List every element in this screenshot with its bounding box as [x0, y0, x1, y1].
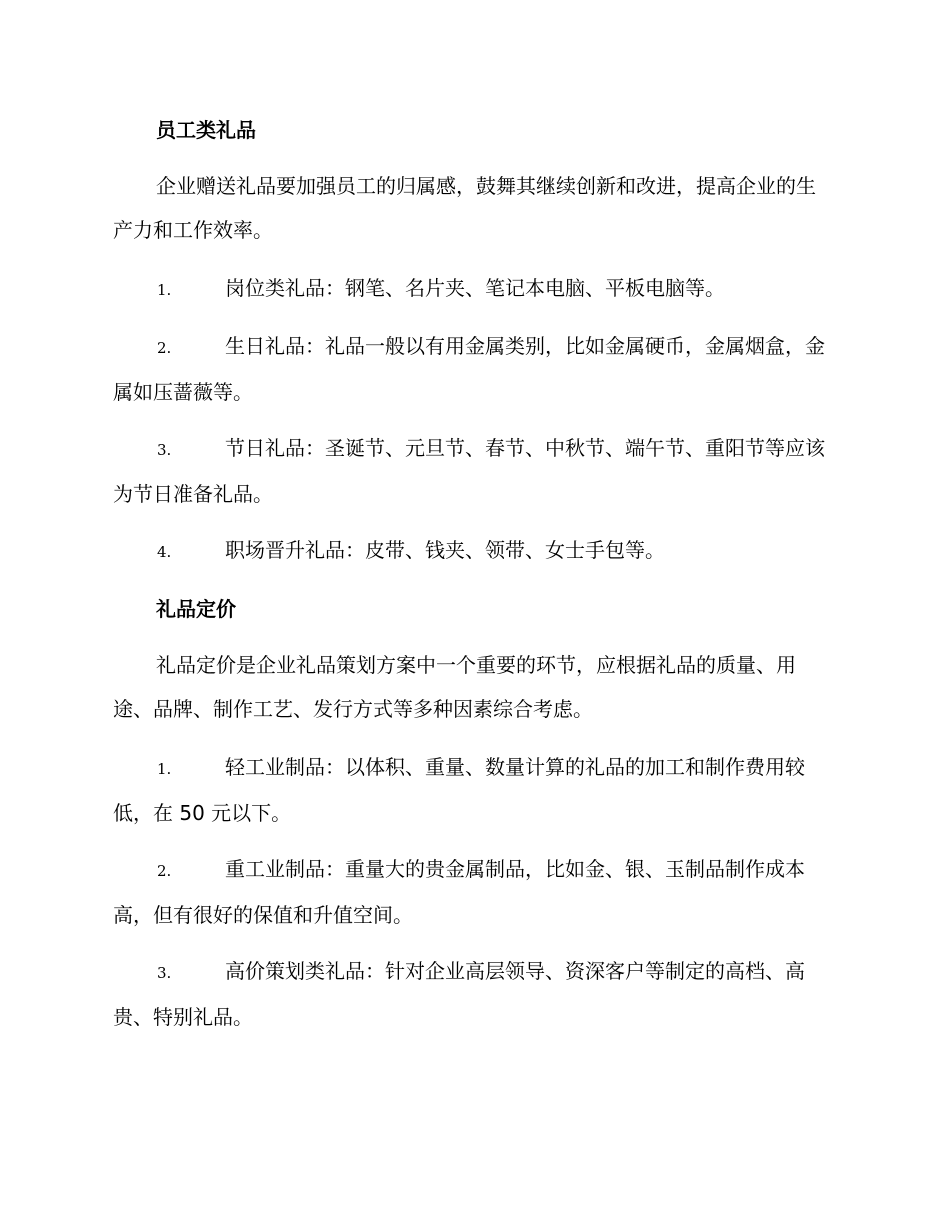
list-item: [113, 266, 833, 312]
list-item-text: 生日礼品：礼品一般以有用金属类别，比如金属硬币，金属烟盒，金属如压蔷薇等。: [113, 334, 825, 404]
list-item: [113, 949, 833, 1039]
section-heading-gift-pricing: 礼品定价: [156, 597, 236, 621]
list-item: [113, 847, 833, 937]
section-intro-gift-pricing: 礼品定价是企业礼品策划方案中一个重要的环节，应根据礼品的质量、用途、品牌、制作工艺、发行方式等多种因素综合考虑。: [113, 653, 796, 721]
list-item-text: 节日礼品：圣诞节、元旦节、春节、中秋节、端午节、重阳节等应该为节日准备礼品。: [113, 436, 825, 506]
list-item-text: 轻工业制品：以体积、重量、数量计算的礼品的加工和制作费用较低，在 50 元以下。: [113, 755, 805, 825]
list-item-number: 3.: [157, 441, 172, 459]
list-item: [113, 528, 833, 574]
list-item: [113, 324, 833, 414]
section-intro-employee-gifts: 企业赠送礼品要加强员工的归属感，鼓舞其继续创新和改进，提高企业的生产力和工作效率。: [113, 174, 816, 242]
list-item-text: 岗位类礼品：钢笔、名片夹、笔记本电脑、平板电脑等。: [225, 276, 725, 300]
list-item-number: 1.: [157, 760, 172, 778]
list-item-number: 3.: [157, 964, 172, 982]
list-item-number: 2.: [157, 862, 172, 880]
list-item-text: 职场晋升礼品：皮带、钱夹、领带、女士手包等。: [225, 538, 665, 562]
list-item: [113, 745, 833, 835]
list-item-text: 高价策划类礼品：针对企业高层领导、资深客户等制定的高档、高贵、特别礼品。: [113, 959, 805, 1029]
list-item-number: 1.: [157, 281, 172, 299]
list-item: [113, 426, 833, 516]
list-item-text: 重工业制品：重量大的贵金属制品，比如金、银、玉制品制作成本高，但有很好的保值和升值空间。: [113, 857, 805, 927]
section-heading-employee-gifts: 员工类礼品: [156, 118, 256, 142]
list-item-number: 2.: [157, 339, 172, 357]
list-item-number: 4.: [157, 543, 172, 561]
